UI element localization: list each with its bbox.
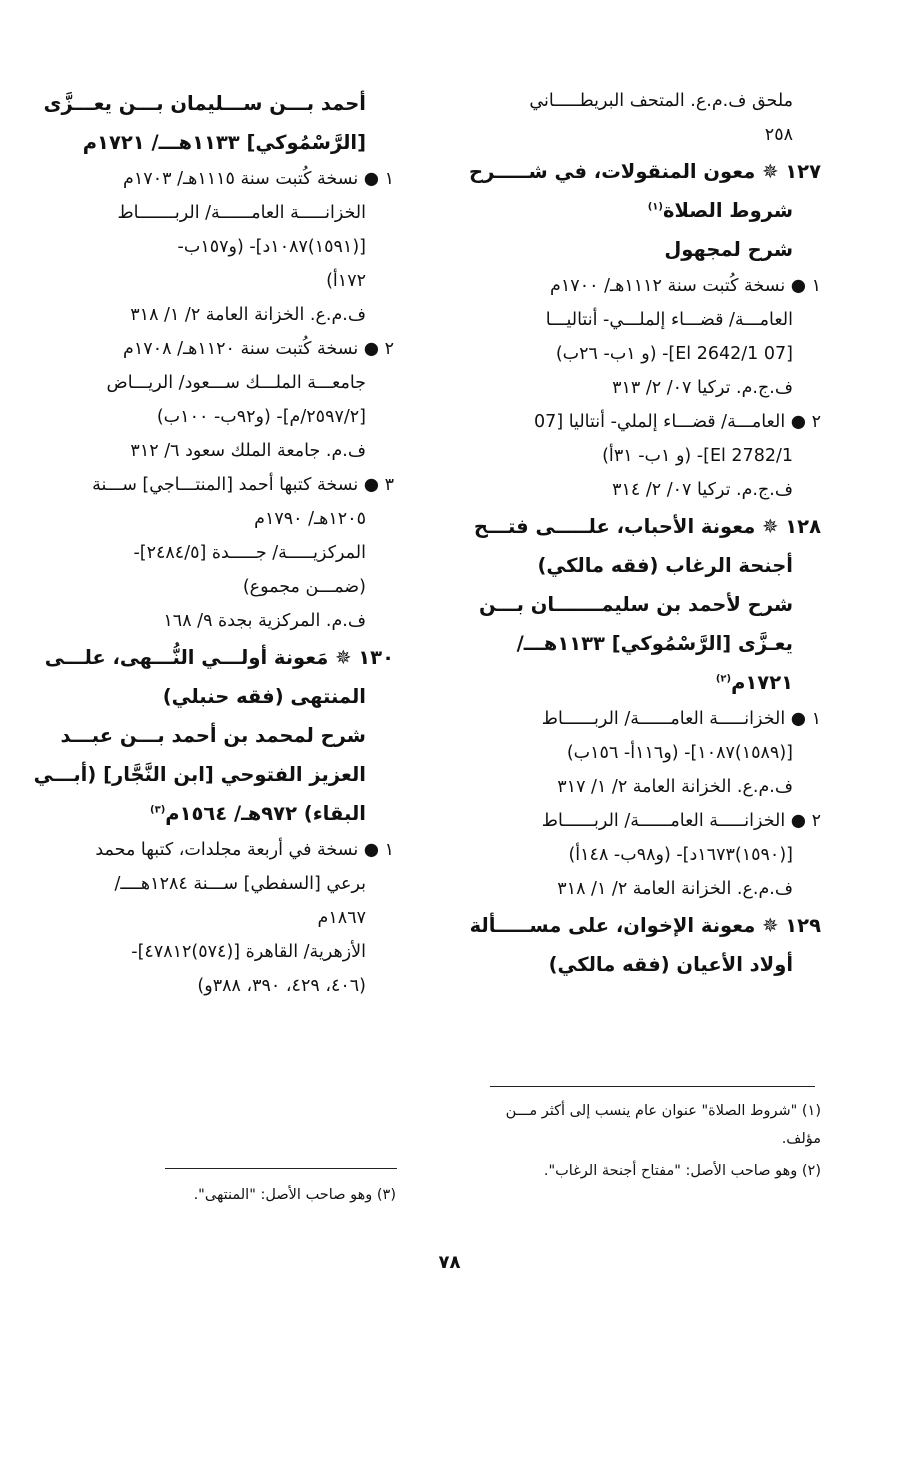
entry-text-line — [476, 473, 821, 507]
entry-heading-line — [82, 123, 394, 162]
line-text: ١٢٨ ✵ معونة الأحباب، علـــــى فتـــح — [473, 515, 821, 538]
line-text: ف.ج.م. تركيا ٠٧/ ٢/ ٣١٤ — [612, 480, 793, 500]
entry-text-line — [94, 901, 394, 935]
line-text: ١٣٠ ✵ مَعونة أولـــي النُّـــهى، علـــى — [44, 646, 394, 669]
entry-text-line — [94, 264, 394, 298]
line-text: ١٧٢١م — [731, 671, 793, 694]
entry-heading-line — [60, 716, 394, 755]
line-text: [07 El 2642/1]- (و ١ب- ٢٦ب) — [555, 344, 793, 364]
entry-text-line — [94, 196, 394, 230]
line-text: ١٢٠٥هـ/ ١٧٩٠م — [254, 509, 366, 529]
line-text: ف.م. المركزية بجدة ٩/ ١٦٨ — [163, 611, 366, 631]
entry-text-line — [476, 439, 821, 473]
entry-text-line — [94, 434, 394, 468]
entry-text-line — [94, 536, 394, 570]
entry-text-line — [94, 468, 394, 502]
line-text: ٣ ● نسخة كتبها أحمد [المنتـــاجي] ســـنة — [92, 475, 394, 495]
footnote-line: (٢) وهو صاحب الأصل: "مفتاح أجنحة الرغاب". — [543, 1163, 821, 1179]
entry-text-line — [94, 366, 394, 400]
line-text: ١ ● نسخة في أربعة مجلدات، كتبها محمد — [95, 840, 394, 860]
line-text: جامعـــة الملـــك ســـعود/ الريـــاض — [106, 373, 366, 393]
entry-heading-line — [476, 624, 821, 663]
line-text: ٢ ● الخزانـــــة العامــــــة/ الربــــــاط — [541, 811, 821, 831]
entry-heading-line — [44, 638, 394, 677]
line-text: ف.م. جامعة الملك سعود ٦/ ٣١٢ — [130, 441, 366, 461]
entry-text-line — [94, 570, 394, 604]
line-text: أجنحة الرغاب (فقه مالكي) — [537, 554, 793, 577]
footnote-line: (٣) وهو صاحب الأصل: "المنتهى". — [193, 1187, 396, 1203]
entry-text-line — [476, 405, 821, 439]
line-text: ٢ ● العامـــة/ قضـــاء إلملي- أنتاليا [07 — [534, 412, 821, 432]
line-text: [(١٥٨٩)١٠٨٧]- (و١١٦أ- ١٥٦ب) — [566, 743, 793, 763]
entry-text-line — [476, 84, 821, 118]
line-text: ١٧٢أ) — [326, 271, 366, 291]
entry-text-line — [476, 337, 821, 371]
entry-text-line — [94, 400, 394, 434]
line-text: الخزانـــــة العامــــــة/ الربـــــــاط — [117, 203, 366, 223]
entry-text-line — [94, 604, 394, 638]
footnote-line: (١) "شروط الصلاة" عنوان عام ينسب إلى أكثر مـــن — [505, 1103, 821, 1119]
line-text: العامـــة/ قضـــاء إلملـــي- أنتاليـــا — [545, 310, 793, 330]
footnote-line: مؤلف. — [781, 1131, 821, 1147]
line-text: ١٨٦٧م — [317, 908, 366, 928]
line-text: ١ ● نسخة كُتبت سنة ١١١٥هـ/ ١٧٠٣م — [123, 169, 394, 189]
entry-text-line — [476, 838, 821, 872]
footnotes-right — [481, 1097, 821, 1185]
line-text: الأزهرية/ القاهرة [(٥٧٤)٤٧٨١٢]- — [131, 942, 366, 962]
page-number: ٧٨ — [438, 1252, 461, 1273]
entry-heading-line — [476, 585, 821, 624]
entry-text-line — [94, 935, 394, 969]
footnote-ref: (١) — [647, 201, 663, 213]
right-column — [469, 84, 821, 984]
entry-text-line — [94, 502, 394, 536]
line-text: أولاد الأعيان (فقه مالكي) — [548, 953, 793, 976]
entry-text-line — [94, 230, 394, 264]
line-text: أحمد بـــن ســـليمان بـــن يعـــزَّى — [43, 92, 366, 115]
entry-text-line — [476, 770, 821, 804]
entry-text-line — [476, 269, 821, 303]
line-text: ١ ● نسخة كُتبت سنة ١١١٢هـ/ ١٧٠٠م — [550, 276, 821, 296]
footnote-ref: (٢) — [715, 673, 732, 685]
entry-text-line — [476, 118, 821, 152]
line-text: ملحق ف.م.ع. المتحف البريطـــــاني — [529, 91, 793, 111]
line-text: ١ ● الخزانـــــة العامــــــة/ الربــــــاط — [541, 709, 821, 729]
line-text: شرح لأحمد بن سليمـــــــان بـــن — [479, 593, 793, 616]
entry-heading-line — [94, 677, 394, 716]
line-text: ف.ج.م. تركيا ٠٧/ ٢/ ٣١٣ — [612, 378, 793, 398]
entry-text-line — [476, 303, 821, 337]
left-column — [33, 84, 394, 1003]
line-text: المنتهى (فقه حنبلي) — [162, 685, 366, 708]
footnote-ref: (٣) — [150, 804, 166, 816]
entry-text-line — [476, 702, 821, 736]
line-text: برعي [السفطي] ســـنة ١٢٨٤هــــ/ — [114, 874, 366, 894]
entry-heading-line — [473, 507, 821, 546]
line-text: [(١٥٩٠)١٦٧٣د]- (و٩٨ب- ١٤٨أ) — [568, 845, 793, 865]
line-text: [الرَّسْمُوكي] ١١٣٣هـــ/ ١٧٢١م — [82, 131, 366, 154]
line-text: ف.م.ع. الخزانة العامة ٢/ ١/ ٣١٨ — [130, 305, 366, 325]
entry-text-line — [476, 371, 821, 405]
entry-heading-line — [469, 152, 821, 191]
entry-heading-line — [469, 906, 821, 945]
entry-text-line — [476, 736, 821, 770]
entry-heading-line — [476, 191, 821, 230]
line-text: المركزيـــــة/ جـــــدة [٢٤٨٤/٥]- — [133, 543, 366, 563]
entry-text-line — [94, 969, 394, 1003]
line-text: شرح لمحمد بن أحمد بـــن عبـــد — [60, 724, 366, 747]
line-text: [٢٥٩٧/٢/م]- (و٩٢ب- ١٠٠ب) — [156, 407, 366, 427]
entry-text-line — [94, 162, 394, 196]
line-text: شروط الصلاة — [662, 199, 793, 222]
line-text: ف.م.ع. الخزانة العامة ٢/ ١/ ٣١٨ — [557, 879, 793, 899]
line-text: يعـزَّى [الرَّسْمُوكي] ١١٣٣هـــ/ — [516, 632, 793, 655]
line-text: ١٢٩ ✵ معونة الإخوان، على مســـــألة — [469, 914, 821, 937]
entry-text-line — [476, 872, 821, 906]
entry-heading-line — [43, 84, 394, 123]
line-text: العزيز الفتوحي [ابن النَّجَّار] (أبـــي — [33, 763, 366, 786]
line-text: (ضمـــن مجموع) — [242, 577, 366, 597]
footnote-divider-right — [490, 1086, 815, 1087]
entry-heading-line — [476, 663, 821, 702]
entry-heading-line — [476, 230, 821, 269]
entry-heading-line — [33, 755, 394, 794]
entry-text-line — [476, 804, 821, 838]
entry-heading-line — [94, 794, 394, 833]
entry-heading-line — [476, 546, 821, 585]
footnotes-left — [156, 1181, 396, 1209]
entry-text-line — [94, 332, 394, 366]
line-text: El 2782/1]- (و ١ب- ٣١أ) — [602, 446, 793, 466]
entry-heading-line — [476, 945, 821, 984]
line-text: ١٢٧ ✵ معون المنقولات، في شـــــرح — [469, 160, 821, 183]
entry-text-line — [94, 298, 394, 332]
line-text: ٢ ● نسخة كُتبت سنة ١١٢٠هـ/ ١٧٠٨م — [123, 339, 394, 359]
line-text: ٢٥٨ — [764, 125, 793, 145]
entry-text-line — [94, 867, 394, 901]
line-text: [(١٥٩١)١٠٨٧د]- (و١٥٧ب- — [177, 237, 366, 257]
line-text: (٤٠٦، ٤٢٩، ٣٩٠، ٣٨٨و) — [197, 976, 366, 996]
footnote-divider-left — [165, 1168, 397, 1169]
entry-text-line — [94, 833, 394, 867]
line-text: شرح لمجهول — [664, 238, 793, 261]
line-text: البقاء) ٩٧٢هـ/ ١٥٦٤م — [165, 802, 366, 825]
line-text: ف.م.ع. الخزانة العامة ٢/ ١/ ٣١٧ — [557, 777, 793, 797]
